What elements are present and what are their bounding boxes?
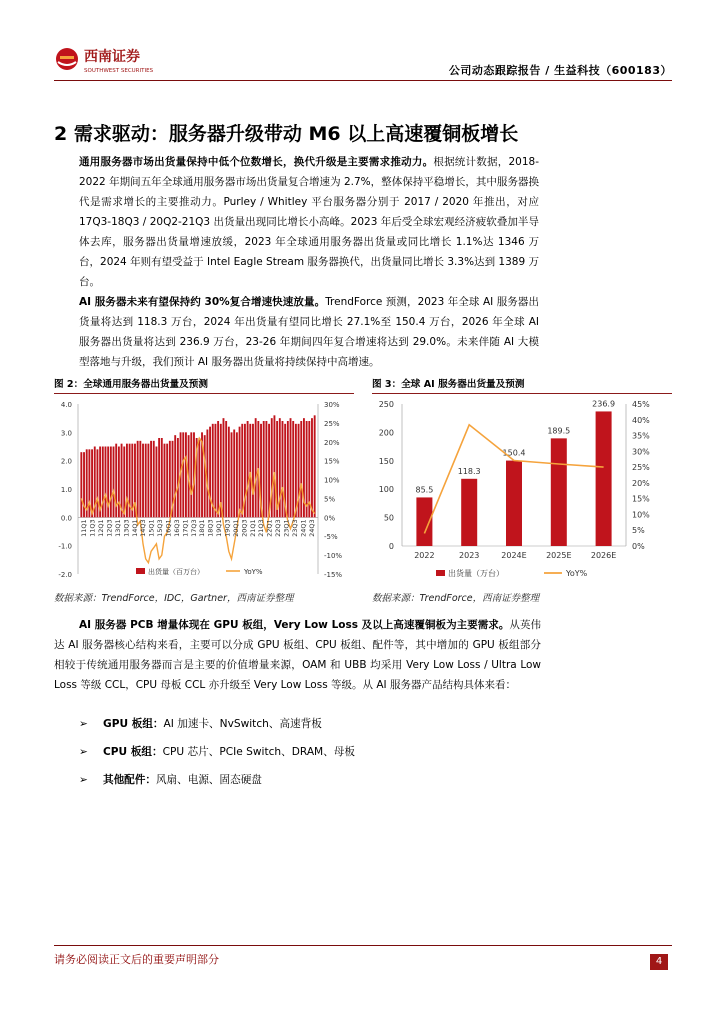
bar: [204, 435, 206, 517]
paragraph-lead: 通用服务器市场出货量保持中低个位数增长，换代升级是主要需求推动力。: [79, 156, 434, 168]
bar: [185, 432, 187, 517]
brand-logo: [54, 46, 194, 80]
y-tick-label-left: 250: [378, 400, 394, 409]
bar: [182, 432, 184, 517]
chart-ai-server-shipments: [372, 396, 672, 586]
bar: [96, 449, 98, 517]
y-tick-label-right: 0%: [324, 514, 336, 523]
bar: [153, 441, 155, 517]
bullet-text: 风扇、电源、固态硬盘: [155, 774, 262, 786]
bar-data-label: 236.9: [592, 399, 616, 409]
bar: [300, 421, 302, 517]
bar: [223, 418, 225, 517]
y-tick-label-right: 15%: [632, 494, 650, 504]
bar: [249, 424, 251, 517]
bar: [273, 415, 275, 517]
bar: [236, 432, 238, 517]
bar: [231, 432, 233, 517]
paragraph-ai-servers: [79, 292, 539, 372]
bullet-cpu: [79, 744, 355, 759]
figure-2-title: 图 2：全球通用服务器出货量及预测: [54, 379, 208, 390]
y-tick-label-right: 30%: [632, 447, 650, 457]
bar: [247, 421, 249, 517]
y-tick-label-right: 40%: [632, 415, 650, 425]
paragraph-general-servers: [79, 152, 539, 292]
bar: [137, 441, 139, 517]
y-tick-label-right: 5%: [324, 495, 336, 504]
bar: [292, 421, 294, 517]
paragraph-lead: AI 服务器未来有望保持约 30%复合增速快速放量。: [79, 296, 326, 308]
y-tick-label-right: 25%: [324, 419, 340, 428]
x-tick-label: 16Q1: [164, 519, 173, 537]
y-tick-label-right: 20%: [324, 438, 340, 447]
bar: [164, 444, 166, 518]
y-tick-label-left: 2.0: [60, 457, 72, 466]
x-tick-label: 21Q3: [257, 519, 266, 537]
bar: [126, 444, 128, 518]
bar-data-label: 118.3: [457, 466, 481, 476]
x-tick-label: 20Q3: [240, 519, 249, 537]
bar: [145, 444, 147, 518]
bar: [142, 444, 144, 518]
paragraph-body: TrendForce 预测，2023 年全球 AI 服务器出货量将达到 118.3 万台，2024 年出货量有望同比增长 27.1%至 150.4 万台，2026 年全球 AI 服务器出货量将达到 236.9 万台，23-26 年期间四年复合增速将达到 29.0%。未来伴随 AI 大模型落地与升级，我们预计 AI 服务器出货量将持续保持中高增速。: [79, 296, 539, 368]
chart-general-server-shipments: [54, 396, 354, 586]
bullet-label: CPU 板组：: [103, 746, 163, 758]
x-tick-label: 12Q1: [97, 519, 106, 537]
x-tick-label: 17Q1: [181, 519, 190, 537]
bar: [91, 449, 93, 517]
legend-swatch-bar: [436, 570, 445, 576]
bullet-other: [79, 772, 262, 787]
y-tick-label-left: 50: [383, 513, 394, 523]
bar: [287, 421, 289, 517]
y-tick-label-left: 100: [378, 485, 394, 495]
x-tick-label: 18Q1: [198, 519, 207, 537]
y-tick-label-right: 45%: [632, 400, 650, 409]
figure-3-source: 数据来源：TrendForce，西南证券整理: [372, 593, 540, 604]
y-tick-label-left: 3.0: [60, 429, 72, 438]
report-label: 公司动态跟踪报告 / 生益科技（600183）: [448, 64, 672, 77]
figure-2-source: 数据来源：TrendForce，IDC，Gartner，西南证券整理: [54, 593, 294, 604]
y-tick-label-right: -10%: [324, 552, 343, 561]
x-tick-label: 14Q3: [139, 519, 148, 537]
x-tick-label: 2024E: [501, 551, 527, 560]
x-tick-label: 13Q1: [113, 519, 122, 537]
bar: [161, 438, 163, 517]
bullet-text: CPU 芯片、PCIe Switch、DRAM、母板: [162, 746, 355, 758]
bar: [506, 461, 522, 546]
y-tick-label-right: 15%: [324, 457, 340, 466]
brand-name-en: SOUTHWEST SECURITIES: [84, 68, 154, 74]
x-tick-label: 24Q3: [307, 519, 316, 537]
bar: [113, 447, 115, 518]
y-tick-label-left: -1.0: [58, 542, 72, 551]
bar: [265, 421, 267, 517]
x-tick-label: 22Q3: [274, 519, 283, 537]
bar: [166, 444, 168, 518]
y-tick-label-right: 35%: [632, 431, 650, 441]
bar: [239, 427, 241, 518]
x-tick-label: 23Q3: [290, 519, 299, 537]
bullet-arrow-icon: ➢: [79, 746, 88, 758]
x-tick-label: 2023: [459, 551, 480, 560]
x-tick-label: 12Q3: [105, 519, 114, 537]
x-tick-label: 17Q3: [189, 519, 198, 537]
bar: [177, 438, 179, 517]
bar: [596, 411, 612, 546]
bar: [551, 438, 567, 546]
x-tick-label: 19Q3: [223, 519, 232, 537]
footer-disclaimer: 请务必阅读正文后的重要声明部分: [54, 953, 219, 966]
bar: [150, 441, 152, 517]
x-tick-label: 23Q1: [282, 519, 291, 537]
bullet-arrow-icon: ➢: [79, 774, 88, 786]
bar: [461, 479, 477, 546]
x-tick-label: 2025E: [546, 551, 572, 560]
x-tick-label: 11Q1: [80, 519, 89, 537]
bullet-label: GPU 板组：: [103, 718, 164, 730]
bar: [255, 418, 257, 517]
y-tick-label-right: 0%: [632, 542, 645, 551]
section-title: 2 需求驱动：服务器升级带动 M6 以上高速覆铜板增长: [54, 123, 519, 145]
bar: [110, 447, 112, 518]
x-tick-label: 18Q3: [206, 519, 215, 537]
bar: [190, 432, 192, 517]
x-tick-label: 22Q1: [265, 519, 274, 537]
bar: [214, 424, 216, 517]
paragraph-pcb: [54, 615, 541, 695]
legend-swatch-bar: [136, 568, 145, 574]
y-tick-label-right: 20%: [632, 478, 650, 488]
bar: [241, 424, 243, 517]
y-tick-label-left: 200: [378, 428, 394, 438]
legend-label-line: YoY%: [244, 568, 263, 576]
y-tick-label-left: 0: [388, 542, 394, 551]
bar: [306, 421, 308, 517]
x-tick-label: 16Q3: [172, 519, 181, 537]
bar: [295, 424, 297, 517]
x-tick-label: 24Q1: [299, 519, 308, 537]
bar: [105, 447, 107, 518]
bar: [217, 421, 219, 517]
bar: [228, 427, 230, 518]
bar: [233, 430, 235, 518]
y-tick-label-left: 1.0: [60, 486, 72, 494]
footer-divider: [54, 945, 672, 946]
bullet-text: AI 加速卡、NvSwitch、高速背板: [163, 718, 322, 730]
bar: [206, 430, 208, 518]
bar-data-label: 85.5: [415, 485, 434, 495]
bar: [169, 441, 171, 517]
x-tick-label: 21Q1: [248, 519, 257, 537]
y-tick-label-left: 4.0: [60, 401, 72, 409]
bar-data-label: 150.4: [502, 448, 526, 458]
page-number: 4: [650, 954, 668, 970]
figure-3-title: 图 3：全球 AI 服务器出货量及预测: [372, 379, 525, 390]
y-tick-label-right: 10%: [632, 510, 650, 520]
bar: [147, 444, 149, 518]
x-tick-label: 15Q3: [156, 519, 165, 537]
bar: [225, 421, 227, 517]
y-tick-label-right: 30%: [324, 401, 340, 409]
bullet-label: 其他配件：: [103, 774, 156, 786]
brand-name: 西南证券: [84, 49, 140, 65]
bar: [80, 452, 82, 517]
bar: [209, 427, 211, 518]
bar: [311, 418, 313, 517]
y-tick-label-right: -15%: [324, 571, 343, 579]
x-tick-label: 13Q3: [122, 519, 131, 537]
legend-label-bar: 出货量（万台）: [448, 569, 504, 578]
x-tick-label: 2026E: [590, 551, 617, 560]
bar: [118, 447, 120, 518]
bar: [263, 421, 265, 517]
x-tick-label: 19Q1: [215, 519, 224, 537]
bar: [158, 438, 160, 517]
y-tick-label-right: 25%: [632, 463, 650, 473]
bar: [174, 435, 176, 517]
bullet-arrow-icon: ➢: [79, 718, 88, 730]
header-divider: [54, 80, 672, 81]
paragraph-body: 从英伟达 AI 服务器核心结构来看，主要可以分成 GPU 板组、CPU 板组、配件等，其中增加的 GPU 板组部分相较于传统通用服务器而言是主要的价值增量来源，OAM 和 UBB 均采用 Very Low Loss / Ultra Low Loss 等级 CCL，CPU 母板 CCL 亦升级至 Very Low Loss 等级。从 AI 服务器产品结构具体来看：: [54, 619, 541, 691]
bar: [139, 441, 141, 517]
paragraph-lead: AI 服务器 PCB 增量体现在 GPU 板组，Very Low Loss 及以上高速覆铜板为主要需求。: [79, 619, 510, 631]
bar: [314, 415, 316, 517]
bar: [290, 418, 292, 517]
x-tick-label: 20Q1: [231, 519, 240, 537]
legend-label-line: YoY%: [566, 569, 588, 578]
bar: [252, 424, 254, 517]
y-tick-label-left: 0.0: [60, 514, 72, 523]
x-tick-label: 15Q1: [147, 519, 156, 537]
y-tick-label-left: -2.0: [58, 571, 72, 579]
bar: [102, 447, 104, 518]
x-tick-label: 11Q3: [88, 519, 97, 537]
legend-label-bar: 出货量（百万台）: [148, 568, 204, 576]
figure-2-divider: [54, 393, 354, 394]
y-tick-label-right: 5%: [632, 526, 645, 536]
y-tick-label-right: 10%: [324, 476, 340, 485]
bar-data-label: 189.5: [547, 426, 571, 436]
bar: [155, 447, 157, 518]
paragraph-body: 根据统计数据，2018-2022 年期间五年全球通用服务器市场出货量复合增速为 2.7%，整体保持平稳增长，其中服务器换代是需求增长的主要推动力。Purley / Whitley 平台服务器分别于 2017 / 2020 年推出，对应 17Q3-18Q3 / 20Q2-21Q3 出货量出现同比增长小高峰。2023 年后受全球宏观经济疲软叠加半导体去库，服务器出货量增速放缓，2023 年全球通用服务器出货量或同比增长 1.1%达 1346 万台，2024 年则有望受益于 Intel Eagle Stream 服务器换代，出货量同比增长 3.3%达到 1389 万台。: [79, 156, 539, 288]
figure-3-divider: [372, 393, 672, 394]
x-tick-label: 2022: [414, 551, 435, 560]
bar: [282, 421, 284, 517]
y-tick-label-right: -5%: [324, 533, 338, 542]
y-tick-label-left: 150: [378, 456, 394, 466]
bullet-gpu: [79, 716, 322, 731]
x-tick-label: 14Q1: [130, 519, 139, 537]
bar: [198, 438, 200, 517]
